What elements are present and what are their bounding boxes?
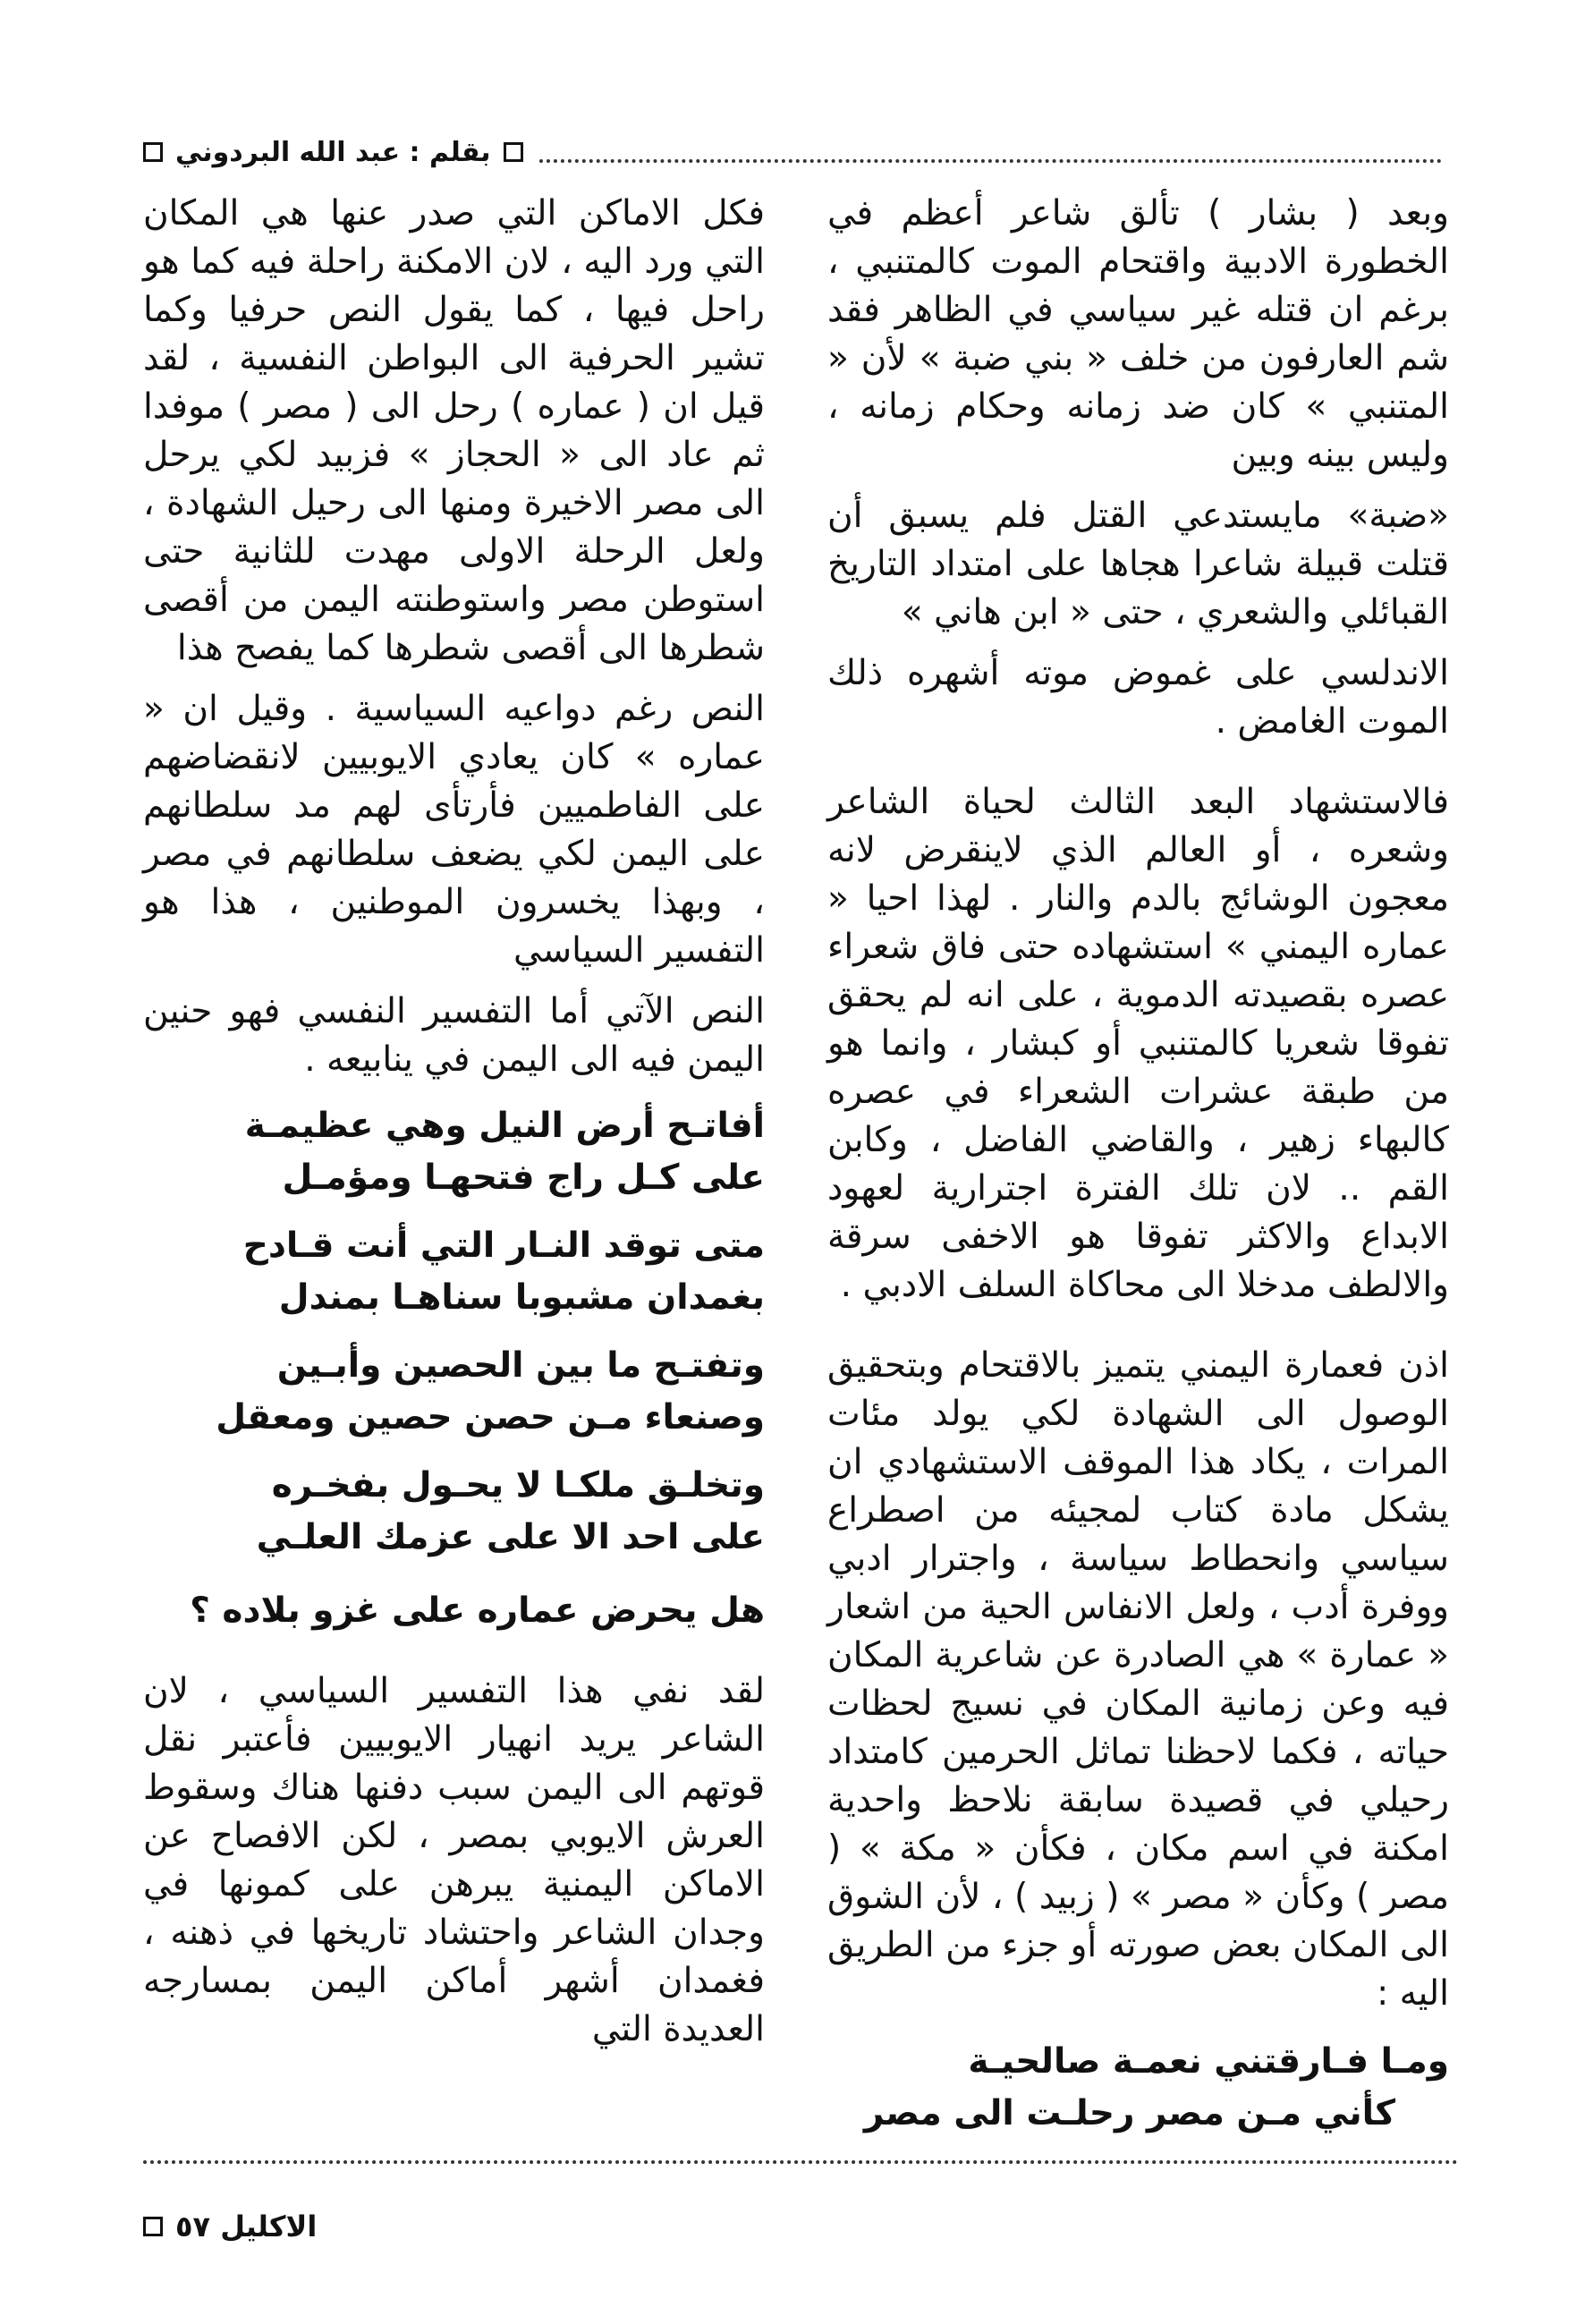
square-bullet-icon bbox=[143, 142, 163, 162]
paragraph: اذن فعمارة اليمني يتميز بالاقتحام وبتحقيق الوصول الى الشهادة لكي يولد مئات المرات ، يكاد هذا الموقف الاستشهادي ان يشكل مادة كتاب لمجيئه من اصطراع سياسي وانحطاط سياسة ، واجترار ادبي ووفرة أدب ، ولعل الانفاس الحية من اشعار « عمارة » هي الصادرة عن شاعرية المكان فيه وعن زمانية المكان في نسيج لحظات حياته ، فكما لاحظنا تماثل الحرمين كامتداد رحيلي في قصيدة سابقة نلاحظ واحدية امكنة في اسم مكان ، فكأن « مكة » ( مصر ) وكأن « مصر » ( زبيد ) ، لأن الشوق الى المكان بعض صورته أو جزء من الطريق اليه : bbox=[827, 1345, 1449, 2014]
verse bbox=[143, 1220, 765, 1324]
paragraph: لقد نفي هذا التفسير السياسي ، لان الشاعر يريد انهيار الايوبيين فأعتبر نقل قوتهم الى اليمن سبب دفنها هناك وسقوط العرش الايوبي بمصر ، لكن الافصاح عن الاماكن اليمنية يبرهن على كمونها في وجدان الشاعر واحتشاد تاريخها في ذهنه ، فغمدان أشهر أماكن اليمن بمسارجه العديدة التي bbox=[143, 1671, 765, 2049]
verse bbox=[827, 2036, 1449, 2140]
paragraph: النص رغم دواعيه السياسية . وقيل ان « عماره » كان يعادي الايوبيين لانقضاضهم على الفاطميين فأرتأى لهم مد سلطانهم على اليمن لكي يضعف سلطانهم في مصر ، وبهذا يخسرون الموطنين ، هذا هو التفسير السياسي bbox=[143, 689, 765, 971]
paragraph: فكل الاماكن التي صدر عنها هي المكان التي ورد اليه ، لان الامكنة راحلة فيه كما هو راحل فيها ، كما يقول النص حرفيا وكما تشير الحرفية الى البواطن النفسية ، لقد قيل ان ( عماره ) رحل الى ( مصر ) موفدا ثم عاد الى « الحجاز » فزبيد لكي يرحل الى مصر الاخيرة ومنها الى رحيل الشهادة ، ولعل الرحلة الاولى مهدت للثانية حتى استوطن مصر واستوطنته اليمن من أقصى شطرها الى أقصى شطرها كما يفصح هذا bbox=[143, 193, 765, 668]
section-question: هل يحرض عماره على غزو بلاده ؟ bbox=[190, 1590, 765, 1631]
verse-line: على كـل راج فتحهـا ومؤمـل bbox=[282, 1158, 765, 1198]
paragraph: فالاستشهاد البعد الثالث لحياة الشاعر وشعره ، أو العالم الذي لاينقرض لانه معجون الوشائج بالدم والنار . لهذا احيا « عماره اليمني » استشهاده حتى فاق شعراء عصره بقصيدته الدموية ، على انه لم يحقق تفوقا شعريا كالمتنبي أو كبشار ، وانما هو من طبقة عشرات الشعراء في عصره كالبهاء زهير ، والقاضي الفاضل ، وكابن القم .. لان تلك الفترة اجترارية لعهود الابداع والاكثر تفوقا هو الاخفى سرقة والالطف مدخلا الى محاكاة السلف الادبي . bbox=[827, 782, 1449, 1305]
verse bbox=[143, 1340, 765, 1444]
verse bbox=[143, 1460, 765, 1564]
verse-line: متى توقد النـار التي أنت قـادح bbox=[242, 1226, 765, 1266]
paragraph: النص الآتي أما التفسير النفسي فهو حنين اليمن فيه الى اليمن في ينابيعه . bbox=[143, 991, 765, 1080]
verse-line: على احد الا على عزمك العلـي bbox=[256, 1517, 765, 1557]
page-footer bbox=[143, 2209, 317, 2243]
verse-line: وتخلـق ملكـا لا يحـول بفخـره bbox=[271, 1465, 765, 1506]
verse-line: وتفتـح ما بين الحصين وأبـين bbox=[276, 1345, 765, 1386]
paragraph: الاندلسي على غموض موته أشهره ذلك الموت الغامض . bbox=[827, 653, 1449, 742]
verse-line: أفاتـح أرض النيل وهي عظيمـة bbox=[244, 1106, 765, 1146]
byline-text: بقلم : عبد الله البردوني bbox=[175, 136, 491, 168]
paragraph: وبعد ( بشار ) تألق شاعر أعظم في الخطورة الادبية واقتحام الموت كالمتنبي ، برغم ان قتله غير سياسي في الظاهر فقد شم العارفون من خلف « بني ضبة » لأن « المتنبي » كان ضد زمانه وحكام زمانه ، وليس بينه وبين bbox=[827, 193, 1449, 475]
verse-line: كأني مـن مصر رحلـت الى مصر bbox=[863, 2093, 1395, 2133]
author-byline bbox=[143, 137, 523, 168]
footer-dotted-rule bbox=[143, 2160, 1458, 2164]
verse-line: ومـا فـارقتني نعمـة صالحيـة bbox=[968, 2041, 1449, 2082]
verse-line: بغمدان مشبوبا سناهـا بمندل bbox=[278, 1277, 765, 1318]
left-column bbox=[143, 190, 765, 2066]
square-bullet-icon bbox=[504, 142, 523, 162]
header-dotted-rule bbox=[539, 141, 1442, 163]
square-bullet-icon bbox=[143, 2217, 163, 2236]
verse bbox=[143, 1100, 765, 1204]
right-column bbox=[827, 190, 1449, 2140]
paragraph: «ضبة» مايستدعي القتل فلم يسبق أن قتلت قبيلة شاعرا هجاها على امتداد التاريخ القبائلي والشعري ، حتى « ابن هاني » bbox=[827, 496, 1449, 632]
verse-line: وصنعاء مـن حصن حصين ومعقل bbox=[216, 1397, 765, 1438]
page-label: الاكليل ٥٧ bbox=[175, 2209, 318, 2243]
page-header bbox=[143, 125, 1458, 179]
